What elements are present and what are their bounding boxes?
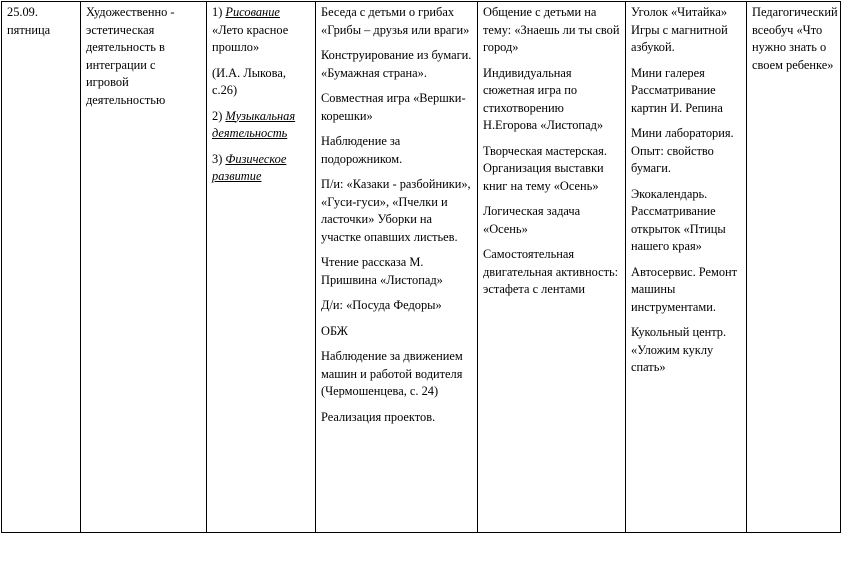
list-item: Мини лаборатория. Опыт: свойство бумаги. bbox=[631, 126, 734, 175]
activity-1: 1) Рисование «Лето красное прошло» bbox=[212, 5, 289, 54]
date: 25.09. bbox=[7, 5, 38, 19]
educational-area: Художественно - эстетическая деятельность в интеграции с игровой деятельностью bbox=[86, 5, 175, 107]
parents-work: Педагогический всеобуч «Что нужно знать о своем ребенке» bbox=[752, 5, 838, 72]
list-item: Беседа с детьми о грибах «Грибы – друзья или враги» bbox=[321, 5, 470, 37]
date-cell bbox=[2, 2, 81, 533]
list-item: Экокалендарь. Рассматривание открыток «Птицы нашего края» bbox=[631, 186, 726, 253]
activity-1-text: «Лето красное прошло» bbox=[212, 22, 289, 54]
parents-cell bbox=[747, 2, 841, 533]
list-item: ОБЖ bbox=[321, 323, 348, 338]
list-item: Творческая мастерская. Организация выставки книг на тему «Осень» bbox=[483, 143, 607, 193]
list-item: Общение с детьми на тему: «Знаешь ли ты свой город» bbox=[483, 5, 620, 54]
list-item: Кукольный центр. «Уложим куклу спать» bbox=[631, 325, 727, 374]
list-item: Логическая задача «Осень» bbox=[483, 204, 581, 236]
list-item: Самостоятельная двигательная активность: эстафета с лентами bbox=[483, 247, 619, 296]
list-item: Уголок «Читайка» Игры с магнитной азбукой. bbox=[631, 5, 728, 54]
activity-2: 2) Музыкальная деятельность bbox=[212, 108, 296, 140]
activity-3: 3) Физическое развитие bbox=[212, 151, 287, 183]
area-cell bbox=[81, 2, 207, 533]
list-item: Д/и: «Посуда Федоры» bbox=[321, 298, 442, 312]
environment-cell bbox=[626, 2, 747, 533]
weekday: пятница bbox=[7, 22, 51, 37]
activity-2-title: Музыкальная деятельность bbox=[212, 108, 296, 140]
plan-table bbox=[1, 1, 841, 533]
list-item: Реализация проектов. bbox=[321, 409, 436, 424]
table-row bbox=[2, 2, 841, 533]
group-work-cell bbox=[316, 2, 478, 533]
list-item: Конструирование из бумаги. «Бумажная страна». bbox=[321, 48, 472, 80]
list-item: Совместная игра «Вершки-корешки» bbox=[321, 91, 466, 123]
activity-1-source: (И.А. Лыкова, с.26) bbox=[212, 65, 286, 97]
activities-cell bbox=[207, 2, 316, 533]
list-item: Чтение рассказа М. Пришвина «Листопад» bbox=[321, 255, 443, 287]
list-item: Мини галерея Рассматривание картин И. Репина bbox=[631, 65, 723, 115]
list-item: Наблюдение за подорожником. bbox=[321, 134, 403, 166]
list-item: Наблюдение за движением машин и работой водителя (Чермошенцева, с. 24) bbox=[321, 349, 463, 398]
list-item: Автосервис. Ремонт машины инструментами. bbox=[631, 264, 738, 314]
list-item: П/и: «Казаки - разбойники», «Гуси-гуси», «Пчелки и ласточки» Уборки на участке опавших листьев. bbox=[321, 177, 471, 244]
individual-work-cell bbox=[478, 2, 626, 533]
activity-1-title: Рисование bbox=[225, 5, 280, 19]
list-item: Индивидуальная сюжетная игра по стихотворению Н.Егорова «Листопад» bbox=[483, 65, 604, 132]
activity-3-title: Физическое развитие bbox=[212, 151, 287, 183]
